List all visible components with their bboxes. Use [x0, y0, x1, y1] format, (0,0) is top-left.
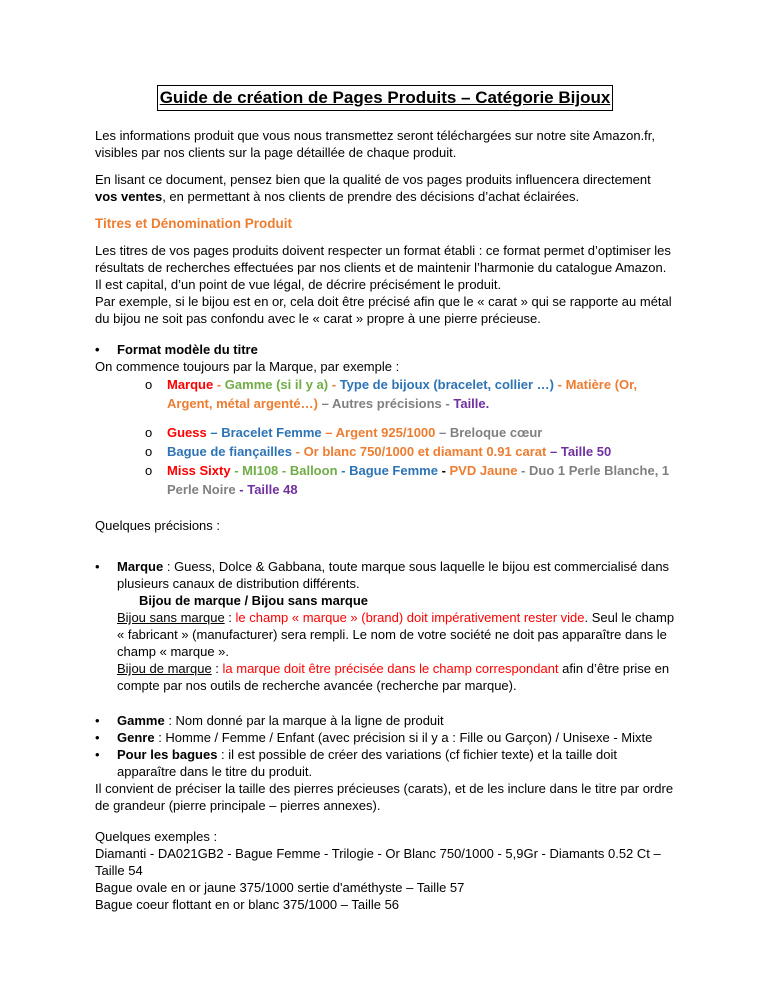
- circle-bullet-icon: o: [145, 377, 153, 392]
- bullet-marque: • Marque : Guess, Dolce & Gabbana, toute marque sous laquelle le bijou est commercialisé dans plusieurs canaux de distribution différents.: [95, 559, 670, 591]
- example-2: o Bague de fiançailles - Or blanc 750/1000 et diamant 0.91 carat – Taille 50: [145, 444, 612, 459]
- bullet-bagues: • Pour les bagues : il est possible de créer des variations (cf fichier texte) et la taille doit apparaître dans le titre du produit.: [95, 747, 617, 779]
- bullet-icon: •: [95, 730, 100, 745]
- example-line: Bague ovale en or jaune 375/1000 sertie d'améthyste – Taille 57: [95, 880, 465, 895]
- document-page: [95, 85, 675, 913]
- pierres-paragraph: Il convient de préciser la taille des pierres précieuses (carats), et de les inclure dans le titre par ordre de grandeur (pierre principale – pierres annexes).: [95, 781, 674, 813]
- bullet-genre: • Genre : Homme / Femme / Enfant (avec précision si il y a : Fille ou Garçon) / Unisexe - Mixte: [95, 730, 653, 745]
- example-line: Diamanti - DA021GB2 - Bague Femme - Trilogie - Or Blanc 750/1000 - 5,9Gr - Diamants 0.52 Ct – Taille 54: [95, 846, 661, 878]
- format-intro: On commence toujours par la Marque, par exemple :: [95, 359, 400, 374]
- intro-paragraph-1: Les informations produit que vous nous transmettez seront téléchargées sur notre site Amazon.fr, visibles par nos clients sur la page détaillée de chaque produit.: [95, 128, 656, 160]
- marque-sans-paragraph: Bijou sans marque : le champ « marque » (brand) doit impérativement rester vide. Seul le champ « fabricant » (manufacturer) sera rempli. Le nom de votre société ne doit pas apparaître dans le champ « marque ».: [117, 610, 675, 659]
- section-paragraph: Les titres de vos pages produits doivent respecter un format établi : ce format permet d’optimiser les résultats de recherches effectuées par nos clients et de maintenir l’harmonie du catalogue Amazon. Il est capital, d’un point de vue légal, de décrire précisément le produit. Par exemple, si le bijou est en or, cela doit être précisé afin que le « carat » qui se rapporte au métal du bijou ne soit pas confondu avec le « carat » propre à une pierre précieuse.: [95, 243, 672, 326]
- bullet-icon: •: [95, 713, 100, 728]
- example-1: o Guess – Bracelet Femme – Argent 925/1000 – Breloque cœur: [145, 425, 543, 440]
- marque-de-paragraph: Bijou de marque : la marque doit être précisée dans le champ correspondant afin d’être prise en compte par nos outils de recherche avancée (recherche par marque).: [117, 661, 670, 693]
- example-3: o Miss Sixty - MI108 - Balloon - Bague Femme - PVD Jaune - Duo 1 Perle Blanche, 1 Perle Noire - Taille 48: [145, 463, 670, 497]
- bullet-icon: •: [95, 747, 100, 762]
- template-line: o Marque - Gamme (si il y a) - Type de bijoux (bracelet, collier …) - Matière (Or, Argent, métal argenté…) – Autres précisions - Taille.: [145, 377, 638, 411]
- document-title: Guide de création de Pages Produits – Catégorie Bijoux: [157, 85, 614, 111]
- circle-bullet-icon: o: [145, 463, 153, 478]
- circle-bullet-icon: o: [145, 444, 153, 459]
- examples-label: Quelques exemples :: [95, 829, 218, 844]
- circle-bullet-icon: o: [145, 425, 153, 440]
- precisions-label: Quelques précisions :: [95, 518, 221, 533]
- bullet-icon: •: [95, 559, 100, 574]
- marque-subheading: Bijou de marque / Bijou sans marque: [139, 593, 368, 608]
- section-heading: Titres et Dénomination Produit: [95, 216, 293, 231]
- intro-paragraph-2: En lisant ce document, pensez bien que la qualité de vos pages produits influencera directement vos ventes, en permettant à nos clients de prendre des décisions d’achat éclairées.: [95, 172, 651, 204]
- example-line: Bague coeur flottant en or blanc 375/1000 – Taille 56: [95, 897, 400, 912]
- format-bullet: • Format modèle du titre: [95, 342, 258, 357]
- bullet-icon: •: [95, 342, 100, 357]
- bullet-gamme: • Gamme : Nom donné par la marque à la ligne de produit: [95, 713, 444, 728]
